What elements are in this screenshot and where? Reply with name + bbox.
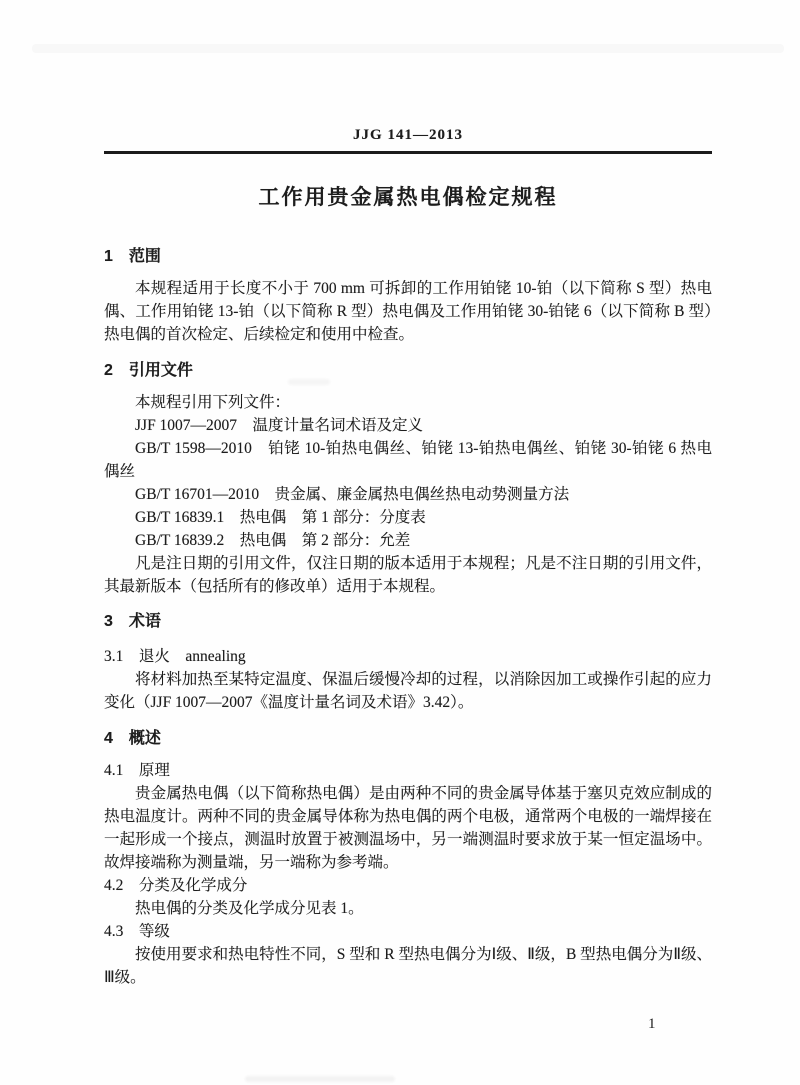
reference-item-3: GB/T 16701—2010 贵金属、廉金属热电偶丝热电动势测量方法 [135, 486, 570, 503]
references-intro: 本规程引用下列文件： [135, 394, 291, 411]
header-rule [104, 151, 712, 154]
reference-item-4: GB/T 16839.1 热电偶 第 1 部分：分度表 [135, 509, 426, 526]
document-title: 工作用贵金属热电偶检定规程 [258, 186, 558, 209]
scan-artifact-smudge [245, 1076, 395, 1082]
clause-4-2-heading: 4.2 分类及化学成分 [104, 877, 248, 894]
standard-code-header: JJG 141—2013 [353, 127, 463, 143]
clause-4-3-heading: 4.3 等级 [104, 923, 170, 940]
reference-item-5: GB/T 16839.2 热电偶 第 2 部分：允差 [135, 532, 411, 549]
clause-4-2-paragraph: 热电偶的分类及化学成分见表 1。 [135, 900, 364, 917]
reference-item-1: JJF 1007—2007 温度计量名词术语及定义 [135, 417, 424, 434]
section-1-paragraph: 本规程适用于长度不小于 700 mm 可拆卸的工作用铂铑 10-铂（以下简称 S 型）热电偶、工作用铂铑 13-铂（以下简称 R 型）热电偶及工作用铂铑 30-铂铑 6（以下简称 B 型）热电偶的首次检定、后续检定和使用中检查。 [104, 280, 712, 343]
section-1-heading: 1 范围 [104, 248, 161, 265]
term-3-1-heading: 3.1 退火 annealing [104, 648, 246, 665]
clause-4-3-paragraph: 按使用要求和热电特性不同，S 型和 R 型热电偶分为Ⅰ级、Ⅱ级，B 型热电偶分为Ⅱ级、Ⅲ级。 [104, 946, 712, 986]
document-body [104, 0, 712, 989]
page-number: 1 [648, 1016, 656, 1032]
term-3-1-definition: 将材料加热至某特定温度、保温后缓慢冷却的过程，以消除因加工或操作引起的应力变化（JJF 1007—2007《温度计量名词及术语》3.42）。 [104, 671, 712, 711]
section-3-heading: 3 术语 [104, 613, 161, 630]
reference-item-2: GB/T 1598—2010 铂铑 10-铂热电偶丝、铂铑 13-铂热电偶丝、铂铑 30-铂铑 6 热电偶丝 [104, 440, 712, 480]
clause-4-1-heading: 4.1 原理 [104, 762, 170, 779]
clause-4-1-paragraph: 贵金属热电偶（以下简称热电偶）是由两种不同的贵金属导体基于塞贝克效应制成的热电温度计。两种不同的贵金属导体称为热电偶的两个电极，通常两个电极的一端焊接在一起形成一个接点，测温时放置于被测温场中，另一端测温时要求放于某一恒定温场中。故焊接端称为测量端，另一端称为参考端。 [104, 785, 712, 871]
dated-references-note: 凡是注日期的引用文件，仅注日期的版本适用于本规程；凡是不注日期的引用文件，其最新版本（包括所有的修改单）适用于本规程。 [104, 555, 712, 595]
section-2-heading: 2 引用文件 [104, 362, 193, 379]
section-4-heading: 4 概述 [104, 730, 161, 747]
